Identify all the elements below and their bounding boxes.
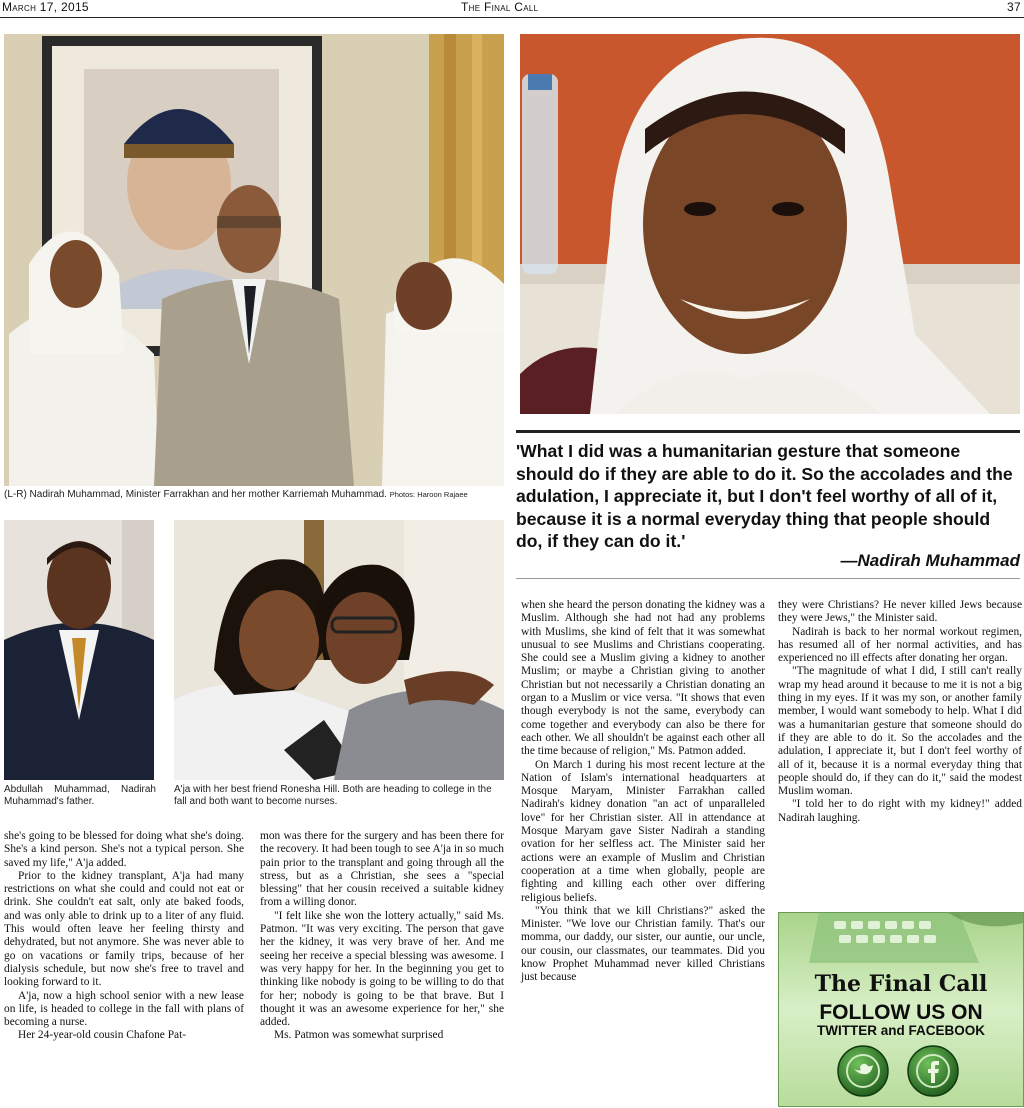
issue-date: March 17, 2015 — [2, 0, 89, 14]
paragraph: "The magnitude of what I did, I still can't really wrap my head around it because to me it is not a big thing in my eyes. If it was my son, or another family member, I would want somebody to help. What I did was a humanitarian gesture that someone should do if they are able to do it. So the accolades and the adulation, I appreciate it, but I don't feel worthy of all of it, because it is a normal everyday thing that people should do, if they can do it," said the modest Muslim woman. — [778, 665, 1022, 798]
pull-quote: 'What I did was a humanitarian gesture that someone should do if they are able to do it. So the accolades and the adulation, I appreciate it, but I don't feel worthy of all of it, because it is a normal everyday thing that people should do, if they can do it.' — [516, 441, 1013, 551]
ad-brand: The Final Call — [814, 971, 988, 997]
group-photo-caption — [4, 489, 506, 501]
group-photo — [4, 34, 504, 486]
follow-us-ad[interactable] — [778, 912, 1024, 1107]
paragraph: when she heard the person donating the kidney was a Muslim. Although she had not had any problems with Muslims, she kind of felt that it was somewhat unusual to see Muslims and Christians cooperating. She could see a Muslim giving a kidney to another Muslim; or maybe a Christian giving to another Christian but not necessarily a Christian donating an organ to a Muslim or vice versa. "It shows that even though everybody is not the same, everybody can come together and everybody can also be there for each other. We all shouldn't be against each other all the time because of religion," Ms. Patmon added. — [521, 599, 765, 758]
paragraph: "You think that we kill Christians?" asked the Minister. "We love our Christian family. That's our momma, our daddy, our sister, our auntie, our uncle, our cousin, our classmates, our teammates. Did you know Prophet Muhammad never killed Christians just because — [521, 904, 765, 984]
friends-photo-caption: A'ja with her best friend Ronesha Hill. Both are heading to college in the fall and both want to become nurses. — [174, 784, 492, 807]
article-column-2 — [260, 830, 504, 1043]
paragraph: she's going to be blessed for doing what she's doing. She's a kind person. She's not a typical person. She saved my life," A'ja added. — [4, 830, 244, 869]
friends-photo — [174, 520, 504, 780]
article-column-3 — [521, 599, 765, 985]
paragraph: On March 1 during his most recent lecture at the Nation of Islam's international headquarters at Mosque Maryam, Minister Farrakhan called Nadirah's kidney donation "an act of unparalleled love" for her Christian sister. All in attendance at Mosque Maryam gave Sister Nadirah a standing ovation for her selfless act. The Minister said her actions were an example of Muslim and Christian cooperation at a time when globally, people are fighting and killing each other over differing religious beliefs. — [521, 758, 765, 904]
facebook-icon[interactable] — [907, 1045, 959, 1097]
pull-quote-rule — [516, 430, 1020, 433]
article-column-4 — [778, 599, 1022, 825]
paragraph: Nadirah is back to her normal workout regimen, has resumed all of her normal activities, and has experienced no ill effects after donating her organ. — [778, 625, 1022, 665]
page-number: 37 — [1007, 0, 1021, 14]
portrait-photo-image — [520, 34, 1020, 414]
pull-quote-bottom-rule — [516, 578, 1020, 579]
paragraph: they were Christians? He never killed Jews because they were Jews," the Minister said. — [778, 599, 1022, 625]
page-header — [0, 0, 1024, 18]
father-photo-image — [4, 520, 154, 780]
paragraph: Prior to the kidney transplant, A'ja had many restrictions on what she could and could not eat or drink. She couldn't eat salt, only ate baked foods, and was only able to drink up to a liter of any fluid. This would often leave her feeling thirsty and dehydrated, but not anymore. She was never able to go on vacations or family trips, because of her dialysis schedule, but now she's free to travel and looking forward to it. — [4, 869, 244, 989]
twitter-icon-graphic — [837, 1045, 889, 1097]
ad-line2: TWITTER and FACEBOOK — [817, 1023, 985, 1038]
facebook-icon-graphic — [907, 1045, 959, 1097]
friends-photo-image — [174, 520, 504, 780]
paragraph: "I felt like she won the lottery actually," said Ms. Patmon. "It was very exciting. The person that gave her the kidney, it was very brave of her. And me seeing her receive a special blessing was awesome. I was very happy for her. In the beginning you get to thinking like nobody is going to be willing to do that for her; nobody is going to be that brave. But I thought it was an awesome experience for her," she added. — [260, 909, 504, 1029]
twitter-icon[interactable] — [837, 1045, 889, 1097]
father-photo-caption: Abdullah Muhammad, Nadirah Muhammad's father. — [4, 784, 156, 807]
ad-line1: FOLLOW US ON — [819, 1001, 983, 1024]
portrait-photo — [520, 34, 1020, 414]
ad-brand-logo — [779, 971, 1023, 997]
father-photo — [4, 520, 154, 780]
group-photo-caption-text: (L-R) Nadirah Muhammad, Minister Farrakhan and her mother Karriemah Muhammad. — [4, 489, 387, 500]
publication-name: The Final Call — [461, 0, 539, 14]
article-column-1 — [4, 830, 244, 1043]
photo-credit: Photos: Haroon Rajaee — [389, 490, 468, 499]
paragraph: A'ja, now a high school senior with a new lease on life, is headed to college in the fall with plans of becoming a nurse. — [4, 989, 244, 1029]
pull-quote-attribution: —Nadirah Muhammad — [840, 551, 1020, 570]
paragraph: "I told her to do right with my kidney!" added Nadirah laughing. — [778, 798, 1022, 824]
paragraph: Her 24-year-old cousin Chafone Pat- — [18, 1029, 187, 1042]
paragraph: mon was there for the surgery and has been there for the recovery. It had been tough to see A'ja in so much pain prior to the transplant and going through all the stress, but as a Christian, she sees a "special blessing" that her cousin received a suitable kidney from a willing donor. — [260, 830, 504, 909]
paragraph: Ms. Patmon was somewhat surprised — [274, 1029, 444, 1042]
group-photo-image — [4, 34, 504, 486]
